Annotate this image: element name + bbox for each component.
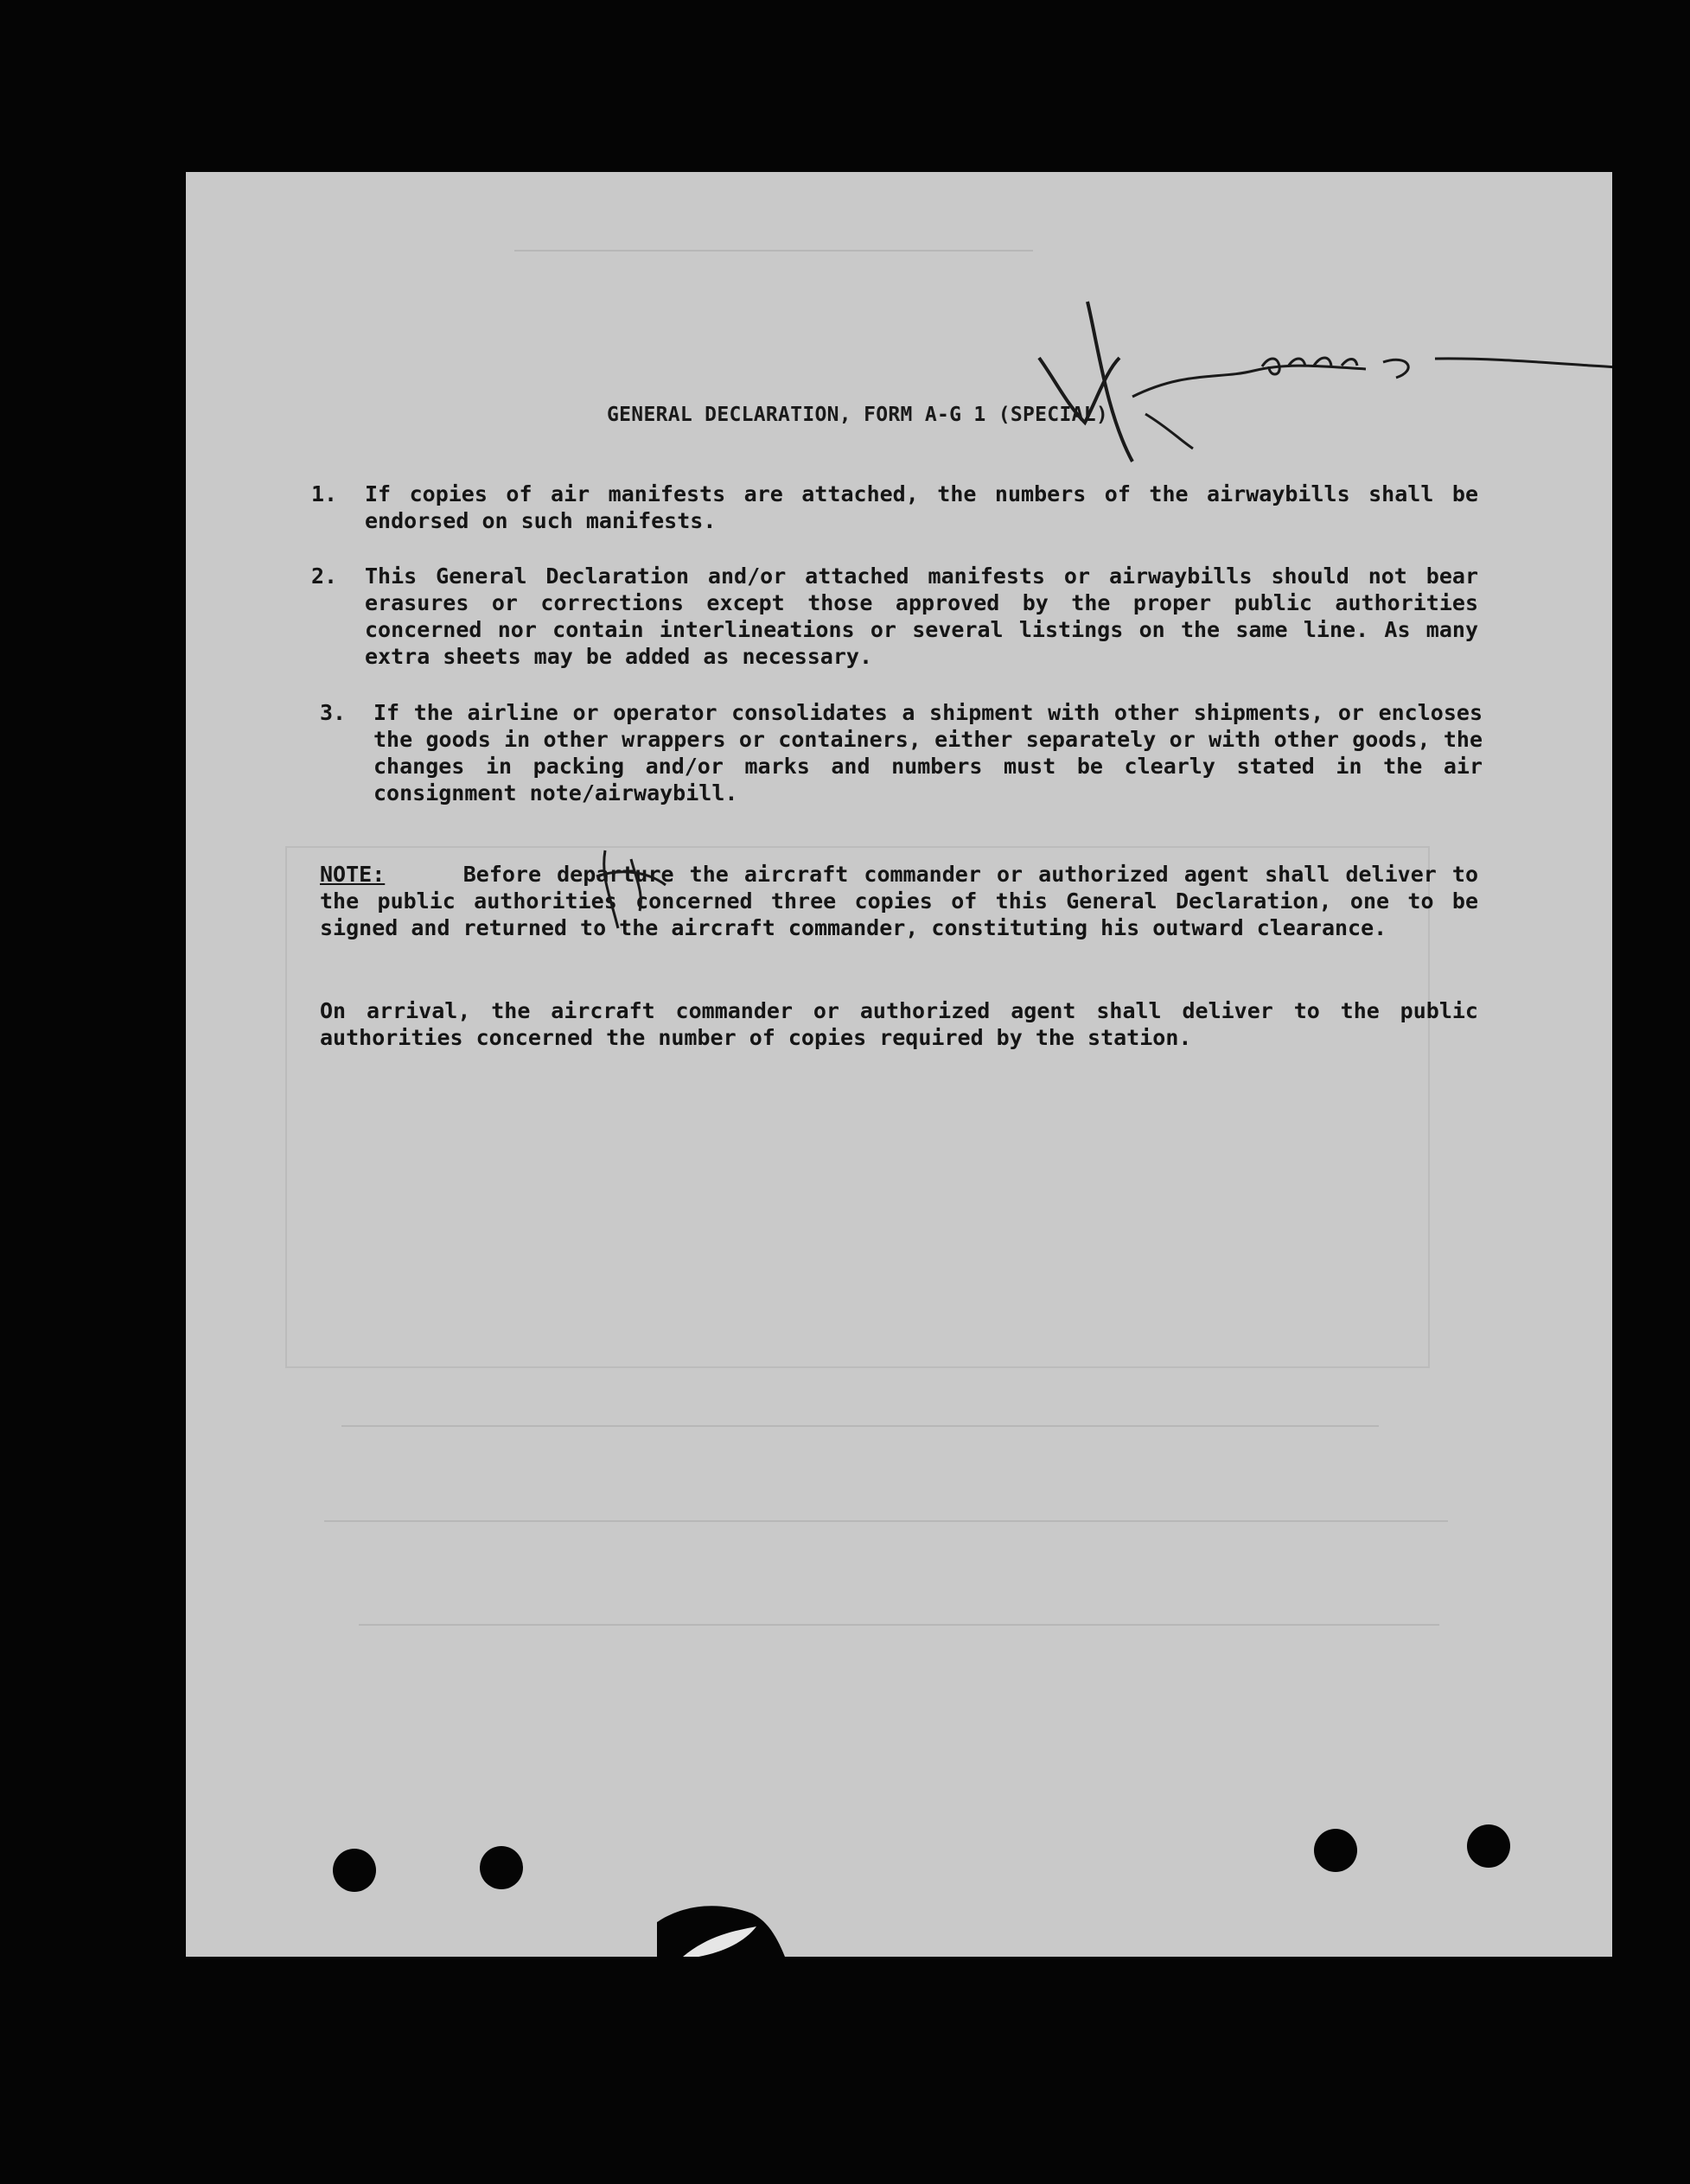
bleed-through-line [324, 1520, 1448, 1522]
punch-hole [480, 1846, 523, 1889]
note-label: NOTE: [320, 862, 386, 887]
item-number: 2. [311, 564, 338, 589]
document-page [186, 172, 1612, 1957]
bleed-through-line [341, 1425, 1379, 1427]
handwritten-mark [571, 842, 692, 937]
item-text: If the airline or operator consolidates a shipment with other shipments, or encloses the goods in other wrappers or containers, either separately or with other goods, the changes in packing and/or marks and numbers must be clearly stated in the air consignment note/airwaybill. [373, 700, 1483, 805]
bleed-through-line [359, 1624, 1439, 1626]
handwritten-signature [1003, 276, 1612, 474]
punch-hole [333, 1849, 376, 1892]
arrival-paragraph: On arrival, the aircraft commander or authorized agent shall deliver to the public authorities concerned the number of copies required by the station. [320, 998, 1478, 1050]
item-number: 3. [320, 700, 347, 725]
item-number: 1. [311, 481, 338, 506]
punch-hole [1314, 1829, 1357, 1872]
note-text: Before departure the aircraft commander or authorized agent shall deliver to the public authorities concerned three copies of this General Declaration, one to be signed and returned to the aircraft commander, constituting his outward clearance. [320, 862, 1478, 940]
note-paragraph [320, 861, 1478, 941]
item-text: This General Declaration and/or attached manifests or airwaybills should not bear erasures or corrections except those approved by the proper public authorities concerned nor contain interlineations or several listings on the same line. As many extra sheets may be added as necessary. [365, 564, 1478, 669]
bleed-through-line [514, 250, 1033, 252]
instruction-item-3 [320, 699, 1483, 812]
form-title: GENERAL DECLARATION, FORM A-G 1 (SPECIAL) [607, 404, 1109, 426]
item-text: If copies of air manifests are attached, the numbers of the airwaybills shall be endorsed on such manifests. [365, 481, 1478, 533]
punch-hole [1467, 1824, 1510, 1868]
instruction-item-1 [311, 481, 1478, 541]
torn-edge [657, 1896, 787, 1957]
instruction-item-2 [311, 563, 1478, 675]
